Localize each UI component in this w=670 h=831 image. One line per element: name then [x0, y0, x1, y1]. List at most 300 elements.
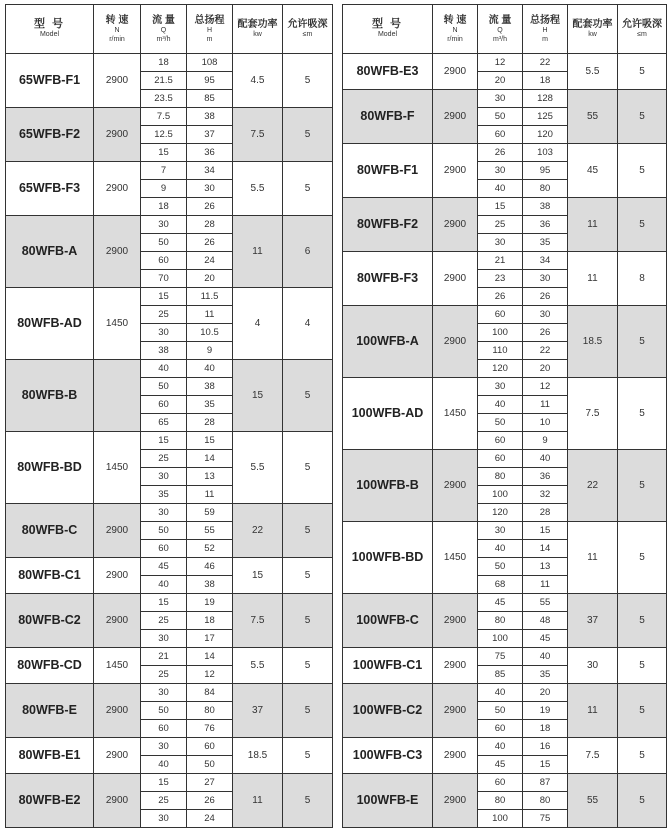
head-cell: 48	[523, 612, 568, 630]
flow-cell: 40	[141, 576, 187, 594]
head-cell: 80	[187, 702, 233, 720]
header-flow: 流 量 Q m³/h	[141, 5, 187, 54]
head-cell: 40	[523, 450, 568, 468]
head-cell: 128	[523, 90, 568, 108]
model-cell: 80WFB-F1	[343, 144, 433, 198]
table-row	[343, 648, 667, 666]
speed-cell: 1450	[94, 288, 141, 360]
head-cell: 35	[187, 396, 233, 414]
table-row	[343, 378, 667, 396]
flow-cell: 15	[141, 594, 187, 612]
flow-cell: 15	[141, 288, 187, 306]
flow-cell: 60	[478, 450, 523, 468]
power-cell: 30	[568, 648, 618, 684]
table-row	[343, 54, 667, 72]
speed-cell: 2900	[94, 216, 141, 288]
flow-cell: 30	[141, 216, 187, 234]
model-cell: 80WFB-BD	[6, 432, 94, 504]
flow-cell: 40	[478, 540, 523, 558]
power-cell: 5.5	[233, 162, 283, 216]
flow-cell: 30	[141, 504, 187, 522]
head-cell: 18	[523, 720, 568, 738]
head-cell: 103	[523, 144, 568, 162]
speed-cell: 2900	[433, 450, 478, 522]
table-row	[343, 144, 667, 162]
table-body	[6, 54, 333, 828]
power-cell: 11	[568, 252, 618, 306]
suction-cell: 5	[283, 360, 333, 432]
model-cell: 80WFB-B	[6, 360, 94, 432]
speed-cell: 1450	[433, 522, 478, 594]
power-cell: 11	[568, 198, 618, 252]
model-cell: 80WFB-C1	[6, 558, 94, 594]
flow-cell: 12.5	[141, 126, 187, 144]
table-row	[343, 252, 667, 270]
power-cell: 37	[568, 594, 618, 648]
flow-cell: 50	[141, 378, 187, 396]
flow-cell: 21	[141, 648, 187, 666]
flow-cell: 45	[478, 594, 523, 612]
power-cell: 22	[233, 504, 283, 558]
head-cell: 80	[523, 180, 568, 198]
power-cell: 55	[568, 90, 618, 144]
flow-cell: 80	[478, 612, 523, 630]
head-cell: 28	[187, 414, 233, 432]
speed-cell	[94, 360, 141, 432]
head-cell: 13	[187, 468, 233, 486]
power-cell: 18.5	[233, 738, 283, 774]
head-cell: 24	[187, 252, 233, 270]
flow-cell: 50	[141, 234, 187, 252]
table-row	[343, 90, 667, 108]
flow-cell: 25	[141, 612, 187, 630]
head-cell: 27	[187, 774, 233, 792]
flow-cell: 25	[141, 306, 187, 324]
power-cell: 4.5	[233, 54, 283, 108]
table-row	[6, 774, 333, 792]
header-power: 配套功率 kw	[233, 5, 283, 54]
flow-cell: 38	[141, 342, 187, 360]
table-row	[6, 504, 333, 522]
flow-cell: 30	[478, 522, 523, 540]
head-cell: 13	[523, 558, 568, 576]
flow-cell: 23.5	[141, 90, 187, 108]
model-cell: 100WFB-BD	[343, 522, 433, 594]
power-cell: 15	[233, 360, 283, 432]
suction-cell: 5	[618, 684, 667, 738]
flow-cell: 50	[478, 558, 523, 576]
suction-cell: 5	[618, 198, 667, 252]
head-cell: 19	[523, 702, 568, 720]
flow-cell: 26	[478, 144, 523, 162]
suction-cell: 5	[618, 738, 667, 774]
head-cell: 120	[523, 126, 568, 144]
head-cell: 18	[523, 72, 568, 90]
flow-cell: 30	[141, 738, 187, 756]
model-cell: 80WFB-E1	[6, 738, 94, 774]
head-cell: 20	[523, 684, 568, 702]
head-cell: 11.5	[187, 288, 233, 306]
speed-cell: 2900	[94, 774, 141, 828]
head-cell: 30	[187, 180, 233, 198]
power-cell: 45	[568, 144, 618, 198]
model-cell: 65WFB-F1	[6, 54, 94, 108]
speed-cell: 2900	[433, 648, 478, 684]
head-cell: 60	[187, 738, 233, 756]
header-model: 型 号 Model	[6, 5, 94, 54]
head-cell: 85	[187, 90, 233, 108]
suction-cell: 5	[283, 432, 333, 504]
suction-cell: 5	[618, 774, 667, 828]
head-cell: 9	[187, 342, 233, 360]
head-cell: 18	[187, 612, 233, 630]
head-cell: 35	[523, 666, 568, 684]
head-cell: 26	[187, 792, 233, 810]
flow-cell: 18	[141, 54, 187, 72]
head-cell: 108	[187, 54, 233, 72]
head-cell: 125	[523, 108, 568, 126]
head-cell: 95	[523, 162, 568, 180]
flow-cell: 30	[141, 324, 187, 342]
head-cell: 26	[187, 198, 233, 216]
head-cell: 22	[523, 54, 568, 72]
flow-cell: 50	[478, 414, 523, 432]
power-cell: 11	[233, 216, 283, 288]
model-cell: 100WFB-C1	[343, 648, 433, 684]
flow-cell: 40	[478, 738, 523, 756]
suction-cell: 5	[618, 450, 667, 522]
flow-cell: 25	[141, 450, 187, 468]
flow-cell: 60	[141, 396, 187, 414]
suction-cell: 5	[618, 522, 667, 594]
head-cell: 38	[187, 576, 233, 594]
head-cell: 52	[187, 540, 233, 558]
table-row	[343, 198, 667, 216]
header-head: 总扬程 H m	[523, 5, 568, 54]
head-cell: 16	[523, 738, 568, 756]
speed-cell: 1450	[94, 648, 141, 684]
flow-cell: 26	[478, 288, 523, 306]
flow-cell: 75	[478, 648, 523, 666]
power-cell: 5.5	[233, 648, 283, 684]
suction-cell: 5	[283, 54, 333, 108]
flow-cell: 100	[478, 630, 523, 648]
flow-cell: 25	[141, 666, 187, 684]
table-row	[6, 558, 333, 576]
pump-spec-table-right	[342, 4, 667, 828]
power-cell: 22	[568, 450, 618, 522]
flow-cell: 45	[141, 558, 187, 576]
head-cell: 14	[187, 450, 233, 468]
power-cell: 11	[233, 774, 283, 828]
table-row	[343, 774, 667, 792]
speed-cell: 2900	[433, 144, 478, 198]
suction-cell: 5	[283, 738, 333, 774]
table-row	[6, 288, 333, 306]
suction-cell: 8	[618, 252, 667, 306]
header-suction: 允许吸深 ≤m	[618, 5, 667, 54]
head-cell: 59	[187, 504, 233, 522]
flow-cell: 30	[141, 810, 187, 828]
flow-cell: 100	[478, 324, 523, 342]
speed-cell: 2900	[94, 558, 141, 594]
flow-cell: 68	[478, 576, 523, 594]
head-cell: 36	[523, 468, 568, 486]
head-cell: 36	[523, 216, 568, 234]
head-cell: 12	[187, 666, 233, 684]
flow-cell: 80	[478, 792, 523, 810]
head-cell: 12	[523, 378, 568, 396]
head-cell: 28	[523, 504, 568, 522]
model-cell: 80WFB-F	[343, 90, 433, 144]
speed-cell: 2900	[433, 594, 478, 648]
table-row	[6, 360, 333, 378]
head-cell: 95	[187, 72, 233, 90]
suction-cell: 5	[283, 594, 333, 648]
speed-cell: 2900	[433, 54, 478, 90]
speed-cell: 1450	[433, 378, 478, 450]
flow-cell: 25	[478, 216, 523, 234]
power-cell: 18.5	[568, 306, 618, 378]
speed-cell: 2900	[433, 774, 478, 828]
flow-cell: 25	[141, 792, 187, 810]
power-cell: 5.5	[233, 432, 283, 504]
flow-cell: 40	[141, 360, 187, 378]
model-cell: 100WFB-A	[343, 306, 433, 378]
head-cell: 80	[523, 792, 568, 810]
flow-cell: 15	[141, 144, 187, 162]
flow-cell: 30	[478, 234, 523, 252]
flow-cell: 50	[478, 108, 523, 126]
header-speed: 转 速 N r/min	[94, 5, 141, 54]
speed-cell: 2900	[433, 738, 478, 774]
flow-cell: 30	[141, 684, 187, 702]
speed-cell: 2900	[433, 90, 478, 144]
flow-cell: 30	[478, 90, 523, 108]
head-cell: 15	[187, 432, 233, 450]
table-row	[343, 594, 667, 612]
speed-cell: 2900	[94, 594, 141, 648]
suction-cell: 5	[283, 558, 333, 594]
head-cell: 37	[187, 126, 233, 144]
head-cell: 34	[187, 162, 233, 180]
flow-cell: 120	[478, 360, 523, 378]
suction-cell: 5	[283, 774, 333, 828]
header-head: 总扬程 H m	[187, 5, 233, 54]
power-cell: 7.5	[568, 738, 618, 774]
table-row	[6, 216, 333, 234]
suction-cell: 5	[618, 648, 667, 684]
power-cell: 37	[233, 684, 283, 738]
suction-cell: 6	[283, 216, 333, 288]
speed-cell: 2900	[433, 252, 478, 306]
flow-cell: 50	[141, 702, 187, 720]
head-cell: 30	[523, 270, 568, 288]
model-cell: 80WFB-A	[6, 216, 94, 288]
flow-cell: 23	[478, 270, 523, 288]
model-cell: 100WFB-C	[343, 594, 433, 648]
head-cell: 35	[523, 234, 568, 252]
flow-cell: 7.5	[141, 108, 187, 126]
header-suction: 允许吸深 ≤m	[283, 5, 333, 54]
suction-cell: 5	[283, 684, 333, 738]
flow-cell: 100	[478, 486, 523, 504]
model-cell: 80WFB-E	[6, 684, 94, 738]
power-cell: 15	[233, 558, 283, 594]
model-cell: 80WFB-F3	[343, 252, 433, 306]
power-cell: 7.5	[233, 594, 283, 648]
table-row	[6, 594, 333, 612]
speed-cell: 2900	[433, 198, 478, 252]
head-cell: 50	[187, 756, 233, 774]
flow-cell: 21	[478, 252, 523, 270]
head-cell: 26	[523, 288, 568, 306]
head-cell: 17	[187, 630, 233, 648]
table-row	[343, 522, 667, 540]
head-cell: 40	[523, 648, 568, 666]
head-cell: 10.5	[187, 324, 233, 342]
flow-cell: 120	[478, 504, 523, 522]
speed-cell: 2900	[433, 684, 478, 738]
head-cell: 28	[187, 216, 233, 234]
speed-cell: 2900	[94, 162, 141, 216]
flow-cell: 45	[478, 756, 523, 774]
table-body	[343, 54, 667, 828]
head-cell: 45	[523, 630, 568, 648]
model-cell: 100WFB-B	[343, 450, 433, 522]
pump-spec-table-left	[5, 4, 333, 828]
head-cell: 19	[187, 594, 233, 612]
head-cell: 9	[523, 432, 568, 450]
flow-cell: 15	[141, 432, 187, 450]
flow-cell: 40	[478, 396, 523, 414]
flow-cell: 85	[478, 666, 523, 684]
flow-cell: 30	[141, 468, 187, 486]
model-cell: 80WFB-AD	[6, 288, 94, 360]
table-row	[6, 738, 333, 756]
power-cell: 7.5	[568, 378, 618, 450]
head-cell: 38	[523, 198, 568, 216]
flow-cell: 50	[141, 522, 187, 540]
header-flow: 流 量 Q m³/h	[478, 5, 523, 54]
flow-cell: 65	[141, 414, 187, 432]
head-cell: 15	[523, 522, 568, 540]
flow-cell: 60	[478, 774, 523, 792]
power-cell: 7.5	[233, 108, 283, 162]
flow-cell: 60	[478, 306, 523, 324]
model-cell: 80WFB-CD	[6, 648, 94, 684]
head-cell: 36	[187, 144, 233, 162]
table-row	[343, 450, 667, 468]
head-cell: 11	[523, 396, 568, 414]
model-cell: 80WFB-C2	[6, 594, 94, 648]
head-cell: 14	[523, 540, 568, 558]
suction-cell: 5	[618, 306, 667, 378]
head-cell: 24	[187, 810, 233, 828]
head-cell: 22	[523, 342, 568, 360]
head-cell: 20	[187, 270, 233, 288]
speed-cell: 2900	[94, 738, 141, 774]
flow-cell: 110	[478, 342, 523, 360]
head-cell: 11	[187, 486, 233, 504]
table-row	[6, 54, 333, 72]
table-row	[6, 648, 333, 666]
table-row	[6, 684, 333, 702]
head-cell: 14	[187, 648, 233, 666]
flow-cell: 18	[141, 198, 187, 216]
head-cell: 34	[523, 252, 568, 270]
head-cell: 84	[187, 684, 233, 702]
power-cell: 11	[568, 522, 618, 594]
head-cell: 10	[523, 414, 568, 432]
head-cell: 40	[187, 360, 233, 378]
flow-cell: 60	[141, 540, 187, 558]
flow-cell: 60	[141, 720, 187, 738]
speed-cell: 2900	[94, 54, 141, 108]
table-row	[6, 162, 333, 180]
power-cell: 4	[233, 288, 283, 360]
power-cell: 5.5	[568, 54, 618, 90]
head-cell: 26	[523, 324, 568, 342]
power-cell: 11	[568, 684, 618, 738]
head-cell: 38	[187, 378, 233, 396]
flow-cell: 100	[478, 810, 523, 828]
flow-cell: 40	[478, 180, 523, 198]
flow-cell: 50	[478, 702, 523, 720]
flow-cell: 40	[478, 684, 523, 702]
flow-cell: 60	[478, 720, 523, 738]
table-row	[343, 306, 667, 324]
head-cell: 26	[187, 234, 233, 252]
head-cell: 20	[523, 360, 568, 378]
head-cell: 55	[187, 522, 233, 540]
header-model: 型 号 Model	[343, 5, 433, 54]
table-row	[6, 108, 333, 126]
model-cell: 65WFB-F3	[6, 162, 94, 216]
head-cell: 75	[523, 810, 568, 828]
flow-cell: 30	[478, 378, 523, 396]
model-cell: 100WFB-E	[343, 774, 433, 828]
power-cell: 55	[568, 774, 618, 828]
speed-cell: 2900	[94, 504, 141, 558]
flow-cell: 20	[478, 72, 523, 90]
model-cell: 80WFB-E3	[343, 54, 433, 90]
model-cell: 80WFB-C	[6, 504, 94, 558]
speed-cell: 2900	[94, 684, 141, 738]
suction-cell: 5	[618, 90, 667, 144]
header-speed: 转 速 N r/min	[433, 5, 478, 54]
flow-cell: 7	[141, 162, 187, 180]
suction-cell: 5	[618, 594, 667, 648]
flow-cell: 15	[141, 774, 187, 792]
model-cell: 100WFB-AD	[343, 378, 433, 450]
head-cell: 87	[523, 774, 568, 792]
suction-cell: 5	[618, 54, 667, 90]
flow-cell: 30	[478, 162, 523, 180]
speed-cell: 1450	[94, 432, 141, 504]
flow-cell: 70	[141, 270, 187, 288]
suction-cell: 5	[618, 144, 667, 198]
suction-cell: 5	[283, 162, 333, 216]
speed-cell: 2900	[94, 108, 141, 162]
suction-cell: 4	[283, 288, 333, 360]
header-power: 配套功率 kw	[568, 5, 618, 54]
flow-cell: 60	[478, 126, 523, 144]
table-row	[343, 738, 667, 756]
suction-cell: 5	[618, 378, 667, 450]
flow-cell: 80	[478, 468, 523, 486]
flow-cell: 35	[141, 486, 187, 504]
